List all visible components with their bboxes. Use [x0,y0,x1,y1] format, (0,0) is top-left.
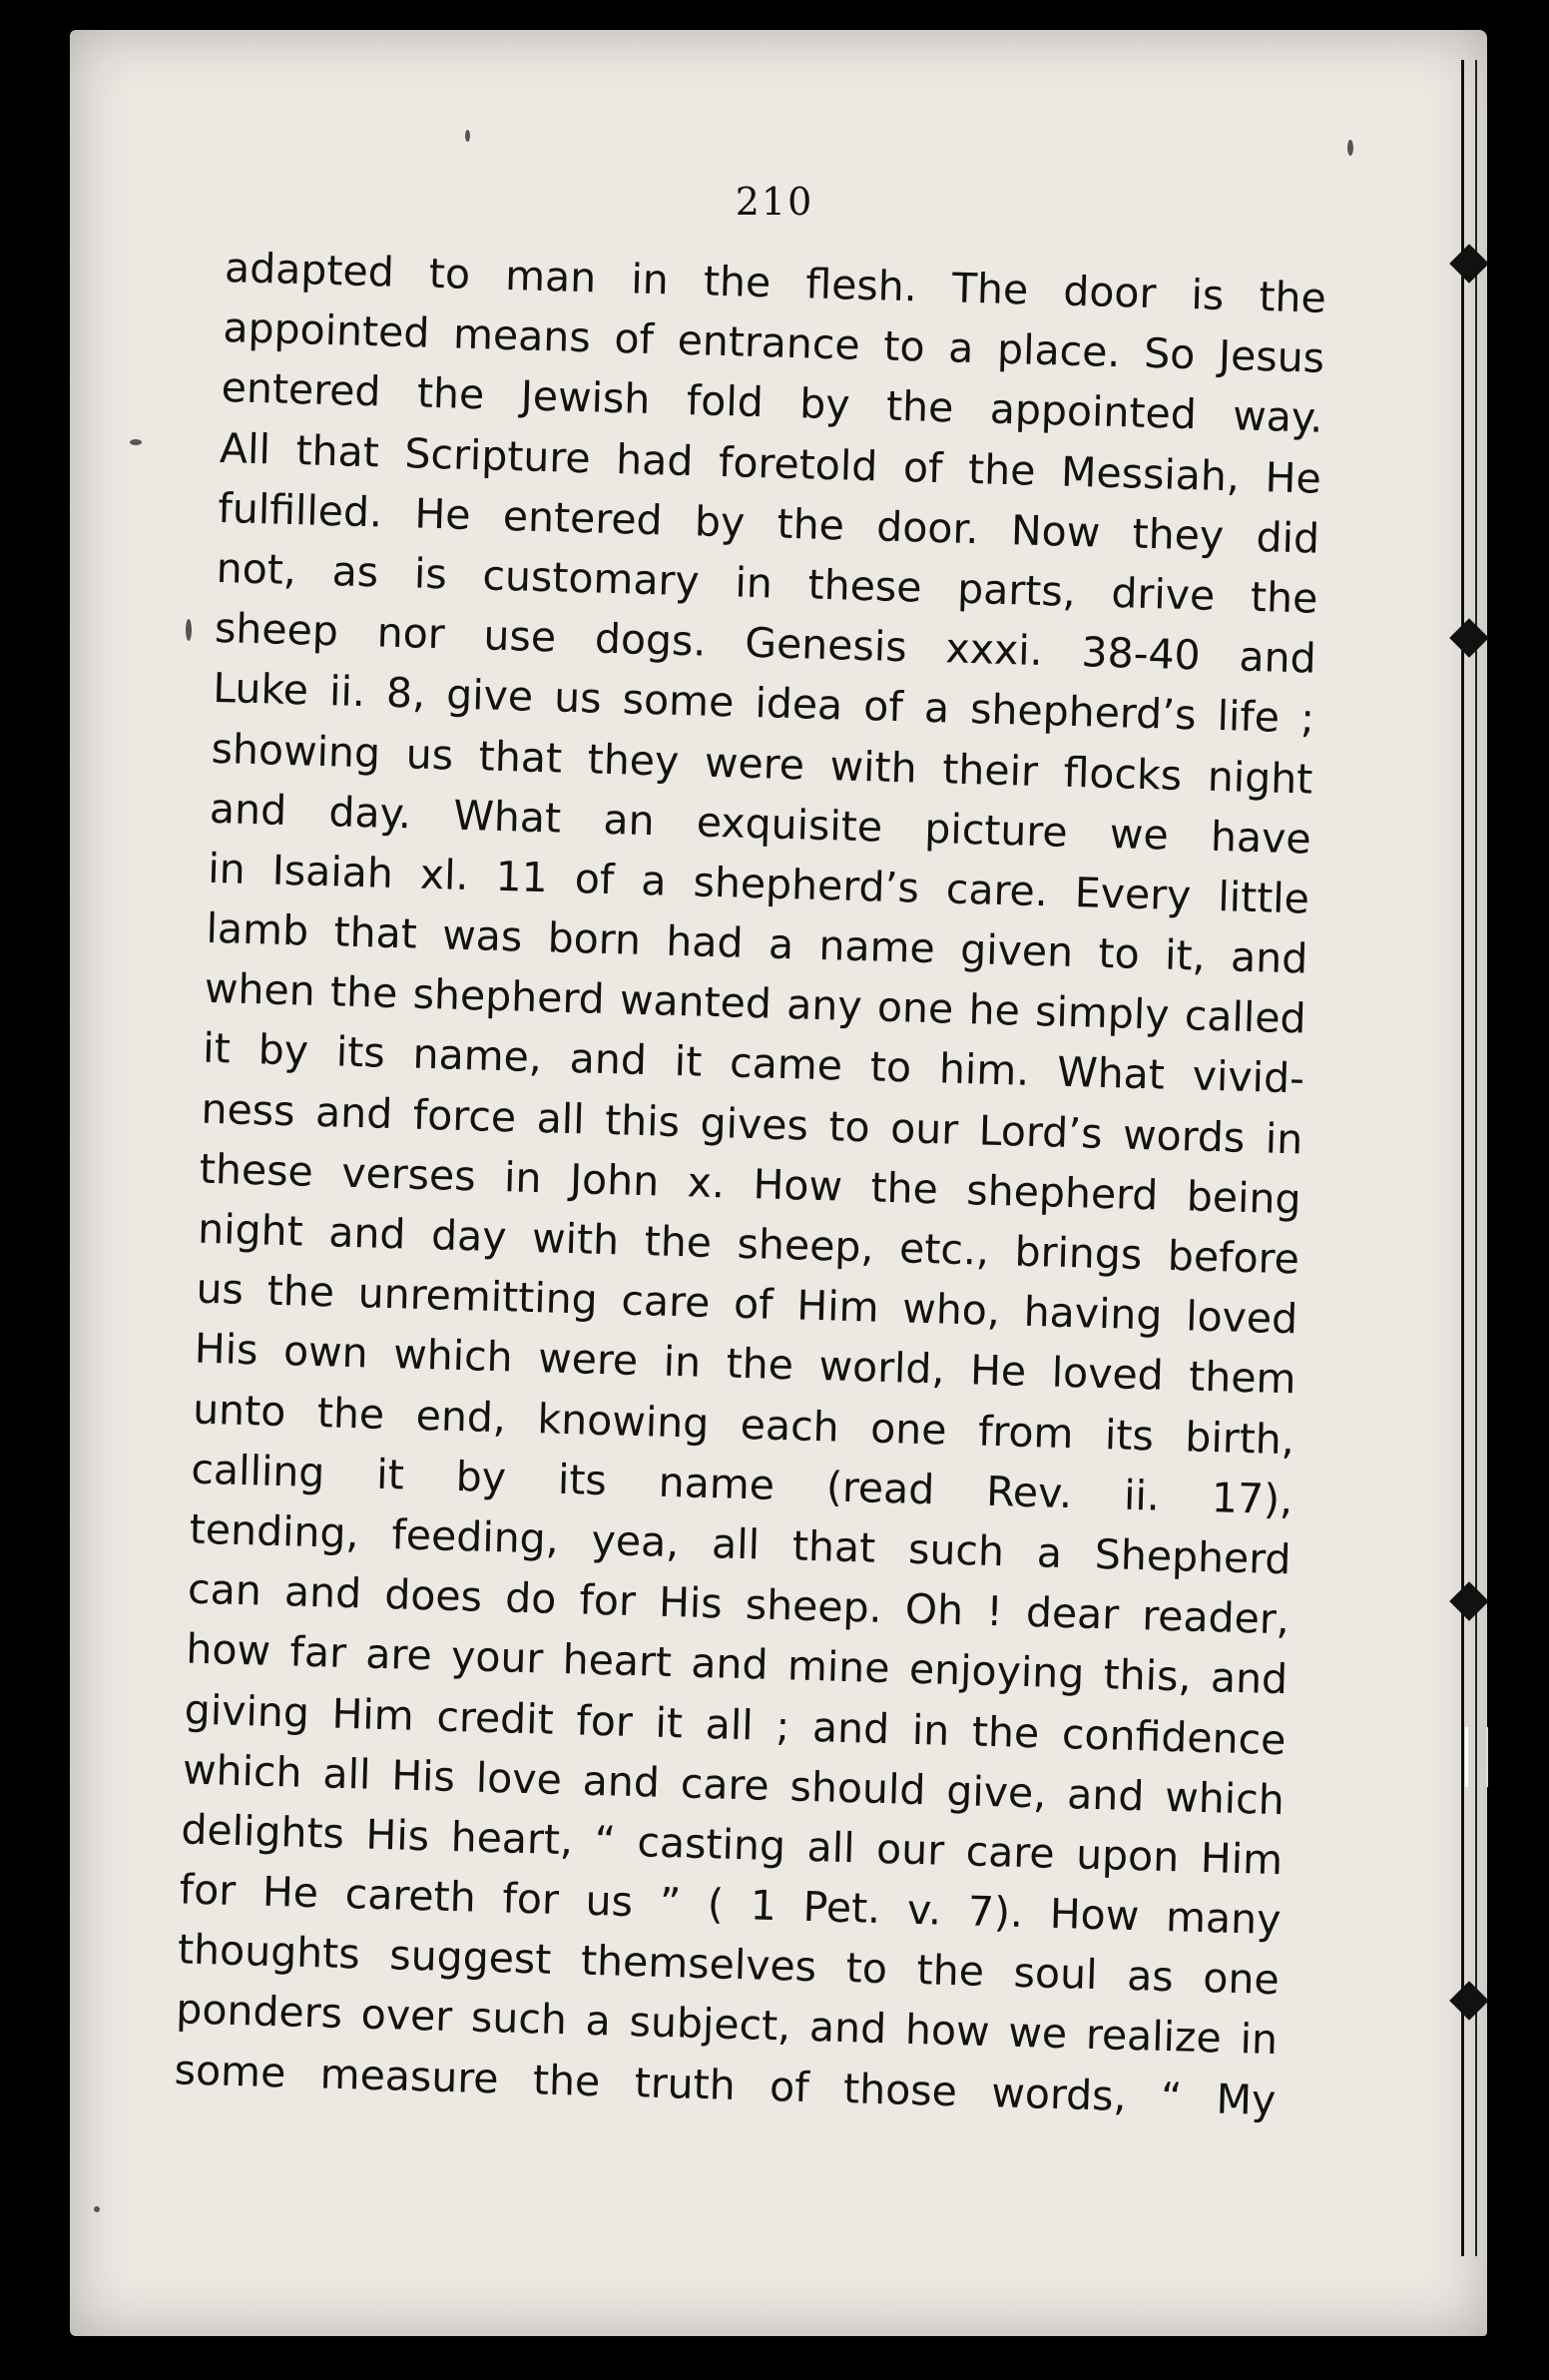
text-line: us the unremitting care of Him who, having loved [195,1264,1298,1344]
spine-edge [1461,60,1464,2256]
ink-speck [186,619,192,641]
ink-speck [94,2206,100,2212]
text-line: entered the Jewish fold by the appointed way. [221,363,1324,443]
text-line: sheep nor use dogs. Genesis xxxi. 38-40 and [214,603,1317,683]
ink-speck [1347,140,1353,156]
ink-speck [465,130,470,142]
text-line: All that Scripture had foretold of the Messiah, He [219,423,1322,503]
text-line: these verses in John x. How the shepherd being [199,1144,1302,1224]
text-line: when the shepherd wanted any one he simply called [204,963,1307,1043]
text-line: tending, feeding, yea, all that such a Shepherd [189,1504,1292,1584]
page-number: 210 [735,180,814,224]
text-line: it by its name, and it came to him. What vivid- [202,1024,1305,1103]
spine-edge-inner [1475,60,1477,2256]
book-gutter [1487,30,1549,2380]
text-line: Luke ii. 8, give us some idea of a shepherd’s life ; [212,664,1315,743]
text-line: lamb that was born had a name given to it, and [206,903,1308,983]
text-line: fulfilled. He entered by the door. Now they did [217,483,1320,563]
text-line: ponders over such a subject, and how we realize in [175,1985,1279,2065]
text-line: delights His heart, “ casting all our care upon Him [180,1805,1284,1885]
text-line: thoughts suggest themselves to the soul as one [177,1925,1281,2005]
text-line: some measure the truth of those words, “ My [174,2045,1277,2124]
text-line: for He careth for us ” ( 1 Pet. v. 7). How many [179,1865,1283,1945]
text-line: unto the end, knowing each one from its birth, [192,1385,1295,1464]
text-line: how far are your heart and mine enjoying this, and [185,1624,1289,1704]
text-line: in Isaiah xl. 11 of a shepherd’s care. Every little [207,844,1310,923]
binding-thread [1465,1727,1488,1787]
text-line: can and does do for His sheep. Oh ! dear reader, [187,1564,1291,1644]
text-line: calling it by its name (read Rev. ii. 17), [190,1445,1293,1524]
ink-speck [130,439,142,445]
text-line: night and day with the sheep, etc., brings before [197,1204,1300,1284]
text-line: and day. What an exquisite picture we have [209,784,1312,864]
text-line: ness and force all this gives to our Lord’s words in [200,1084,1303,1164]
text-line: His own which were in the world, He loved them [194,1324,1297,1404]
text-line: adapted to man in the flesh. The door is the [224,243,1327,322]
text-line: which all His love and care should give, and which [182,1745,1286,1824]
text-line: showing us that they were with their flocks night [211,724,1313,804]
body-text [174,238,1327,2130]
text-line: giving Him credit for it all ; and in the confidence [184,1684,1288,1764]
text-line: not, as is customary in these parts, drive the [216,543,1318,623]
text-line: appointed means of entrance to a place. So Jesus [222,303,1325,382]
